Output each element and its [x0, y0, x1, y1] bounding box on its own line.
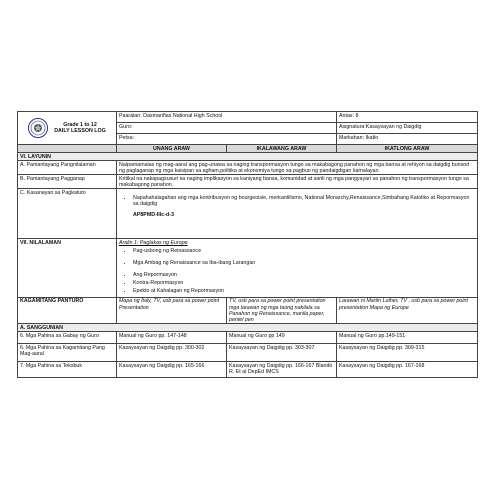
sanggunian-cell: Kasaysayan ng Daigdig pp. 166-167 Blando R. Et al DepEd IMCS [227, 362, 337, 378]
markahan-field: Markahan: Ikatlo [337, 134, 478, 145]
kasanayan-bullet: • Napahahalagahan ang mga kontribusyon ng bourgeoisie, merkantilismo, National Monarchy,Renaissance,Simbahang Katoliko at Repormasyon sa daigdig [133, 195, 475, 207]
pamantayang-pangnilalaman-label: A. Pamantayang Pangnilalaman [18, 161, 117, 175]
petsa-field: Petsa: [117, 134, 337, 145]
competency-code: AP8PMD-IIIc-d-3 [133, 212, 174, 219]
deped-logo-cell [18, 112, 117, 145]
antas-field: Antas: 8 [337, 112, 478, 123]
sanggunian-row-label: 6. Mga Pahina sa Gabay ng Guro [18, 332, 117, 344]
sanggunian-cell: Manual ng Guro pp.149-151 [337, 332, 478, 344]
nilalaman-item: • Ang Repormasyon [133, 272, 475, 278]
section-nilalaman: VII. NILALAMAN [18, 239, 117, 297]
nilalaman-item: • Mga Ambag ng Renaissance sa Iba-ibang Larangan [133, 260, 475, 266]
section-sanggunian: A. SANGGUNIAN [18, 324, 478, 332]
nilalaman-item: • Pag-usbong ng Reinassance [133, 248, 475, 254]
title-daily-lesson-log: DAILY LESSON LOG [54, 128, 106, 134]
sanggunian-cell: Kasaysayan ng Daigdig pp. 167-168 [337, 362, 478, 378]
kagamitan-day2: TV, usb para sa power point presentation mga larawan ng mga taong nakilala sa Panahon ng Renaissance, manila paper, pentel pen [227, 297, 337, 323]
nilalaman-item: • Kontra-Repormasyon [133, 280, 475, 286]
kagamitan-day1: Mapa ng Italy, TV, usb para sa power point Presentation [117, 297, 227, 323]
sanggunian-row-label: 6. Mga Pahina sa Kagamitang Pang Mag-aaral [18, 344, 117, 362]
blank-header-cell [18, 145, 117, 153]
paaralan-field: Paaralan: Dasmariñas National High School [117, 112, 337, 123]
nilalaman-item: • Epekto at Kahalagan ng Repormasyon [133, 288, 475, 294]
sanggunian-row-label: 7. Mga Pahina sa Teksbuk [18, 362, 117, 378]
pamantayang-pagganap-label: B. Pamantayang Pagganap [18, 175, 117, 189]
section-layunin: VI. LAYUNIN [18, 153, 478, 161]
asignatura-field: Asignatura:Kasaysayan ng Daigdig [337, 123, 478, 134]
day2-header: IKALAWANG ARAW [227, 145, 337, 153]
aralin-title: Aralin 1: Paglakas ng Europe [119, 239, 188, 246]
lesson-log-table [17, 111, 478, 378]
deped-seal-icon [28, 118, 48, 138]
kasanayan-cell [117, 189, 478, 239]
day3-header: IKATLONG ARAW [337, 145, 478, 153]
nilalaman-cell [117, 239, 478, 297]
sanggunian-cell: Manual ng Guro pp 149 [227, 332, 337, 344]
kasanayan-label: C. Kasanayan sa Pagkatuto [18, 189, 117, 239]
sanggunian-cell: Kasaysayan ng Daigdig pp. 309-315 [337, 344, 478, 362]
sanggunian-cell: Kasaysayan ng Daigdig pp. 300-302 [117, 344, 227, 362]
pamantayang-pangnilalaman-text: Naipamamalas ng mag-aaral ang pag-unawa sa naging transpormasyon tungo sa makabagong panahon ng mga bansa at rehiyon sa daigdig bunsod ng paglaganap ng mga kaisipan sa agham,politika at ekonomiya tungo sa pagbuo ng pandaigdigan kamalayan. [117, 161, 478, 175]
day1-header: UNANG ARAW [117, 145, 227, 153]
sanggunian-cell: Kasaysayan ng Daigdig pp. 303-307 [227, 344, 337, 362]
kagamitan-day3: Larawan ni Martin Luther, TV , usb para sa power point presentation Mapa ng Europe [337, 297, 478, 323]
title-grade: Grade 1 to 12 [63, 121, 97, 128]
daily-lesson-log-document [17, 111, 477, 383]
guro-field: Guro: [117, 123, 337, 134]
kagamitang-panturo-label: KAGAMITANG PANTURO [18, 297, 117, 323]
sanggunian-cell: Manual ng Guro pp. 147-148 [117, 332, 227, 344]
sanggunian-cell: Kasaysayan ng Daigdig pp. 165-166 [117, 362, 227, 378]
pamantayang-pagganap-text: Kritikal na nakapagsusuri sa naging implikasyon sa kaniyang bansa, komunidad at sarili ng mga pangyayari sa panahon ng transpormasyon tungo sa makabagong panahon. [117, 175, 478, 189]
